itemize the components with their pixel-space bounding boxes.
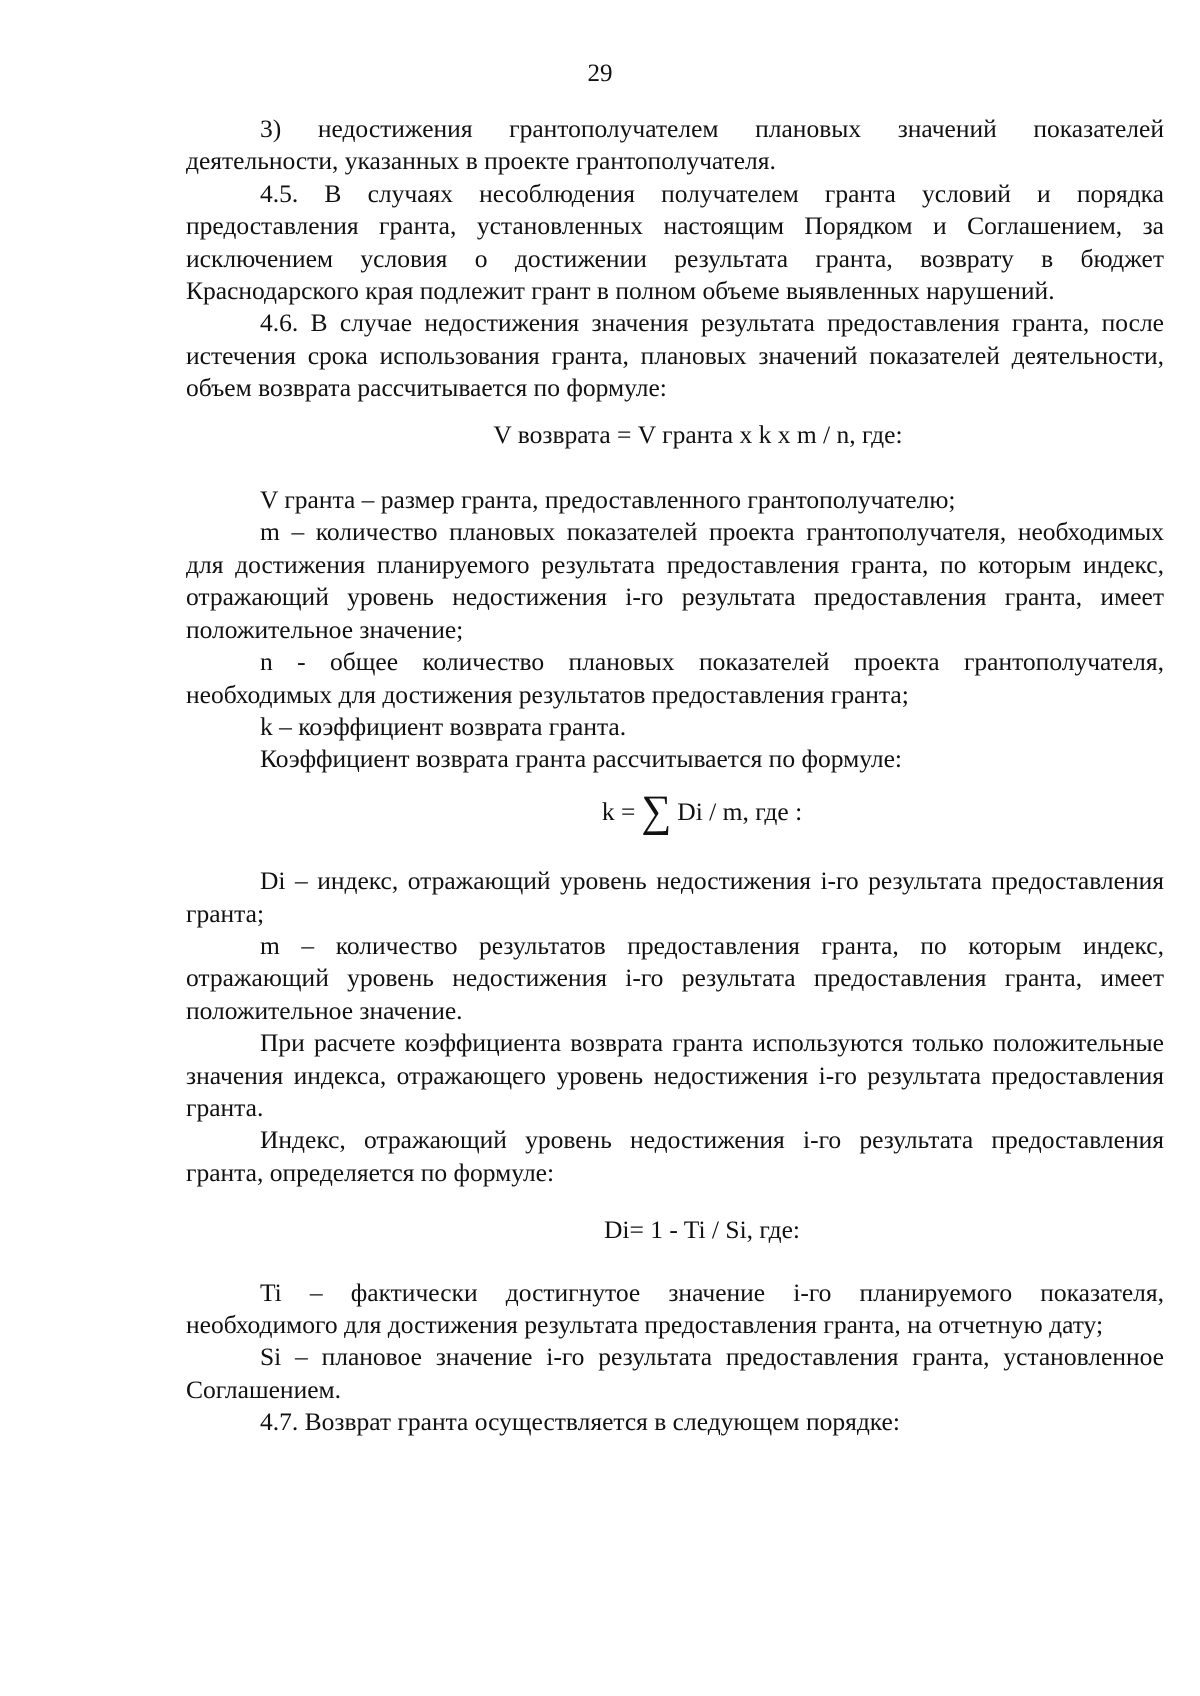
formula-coefficient-left: k = [601, 796, 636, 826]
definition-si: Si – плановое значение i-го результата предоставления гранта, установленное Соглашением. [186, 1342, 1164, 1404]
paragraph-4-7: 4.7. Возврат гранта осуществляется в следующем порядке: [260, 1407, 900, 1437]
definition-m-results: m – количество результатов предоставления гранта, по которым индекс, отражающий уровень недостижения i-го результата предоставления гранта, имеет положительное значение. [186, 930, 1164, 1025]
page-number: 29 [587, 60, 613, 87]
coefficient-intro: Коэффициент возврата гранта рассчитывается по формуле: [260, 744, 902, 774]
definition-m: m – количество плановых показателей проекта грантополучателя, необходимых для достижения планируемого результата предоставления гранта, по которым индекс, отражающий уровень недостижения i-го результата предоставления гранта, имеет положительное значение; [186, 517, 1164, 644]
formula-coefficient [186, 787, 1164, 837]
paragraph-item-3: 3) недостижения грантополучателем плановых значений показателей деятельности, указанных в проекте грантополучателя. [186, 114, 1164, 176]
document-body [186, 113, 1164, 1439]
formula-coefficient-right: Di / m, где : [677, 796, 803, 826]
definition-di: Di – индекс, отражающий уровень недостижения i-го результата предоставления гранта; [186, 866, 1164, 928]
index-intro: Индекс, отражающий уровень недостижения i-го результата предоставления гранта, определяется по формуле: [186, 1125, 1164, 1187]
sigma-symbol: ∑ [641, 787, 672, 837]
definition-ti: Ti – фактически достигнутое значение i-го планируемого показателя, необходимого для достижения результата предоставления гранта, на отчетную дату; [186, 1277, 1164, 1339]
paragraph-4-6: 4.6. В случае недостижения значения результата предоставления гранта, после истечения срока использования гранта, плановых значений показателей деятельности, объем возврата рассчитывается по формуле: [186, 308, 1164, 403]
coefficient-note: При расчете коэффициента возврата гранта используются только положительные значения индекса, отражающего уровень недостижения i-го результата предоставления гранта. [186, 1028, 1164, 1122]
definition-n: n - общее количество плановых показателей проекта грантополучателя, необходимых для достижения результатов предоставления гранта; [186, 647, 1164, 709]
formula-return-volume: V возврата = V гранта х k х m / n, где: [493, 419, 903, 449]
definition-v-grant: V гранта – размер гранта, предоставленного грантополучателю; [260, 485, 956, 515]
formula-index: Di= 1 - Ti / Si, где: [604, 1215, 800, 1245]
paragraph-4-5: 4.5. В случаях несоблюдения получателем гранта условий и порядка предоставления гранта, установленных настоящим Порядком и Соглашением, за исключением условия о достижении результата гранта, возврату в бюджет Краснодарского края подлежит грант в полном объеме выявленных нарушений. [186, 178, 1164, 306]
definition-k: k – коэффициент возврата гранта. [260, 711, 627, 741]
